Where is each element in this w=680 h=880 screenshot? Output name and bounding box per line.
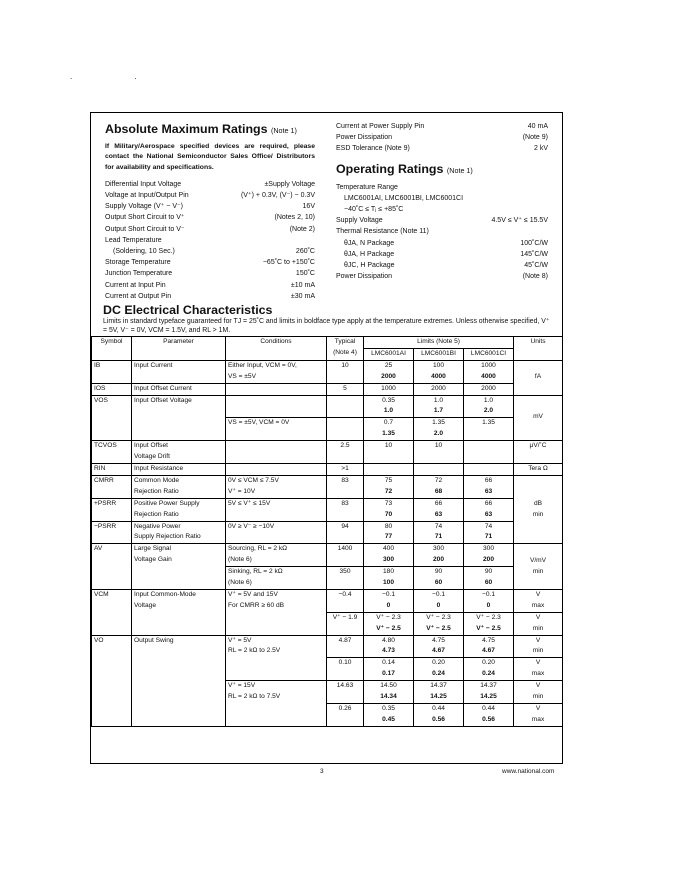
cell: V max xyxy=(514,658,563,681)
page-number: 3 xyxy=(320,768,324,775)
cell: Negative Power Supply Rejection Ratio xyxy=(132,521,226,544)
cell: V⁺ = 15V RL = 2 kΩ to 7.5V xyxy=(226,681,327,727)
cell: V⁺ − 2.3 V⁺ − 2.5 xyxy=(364,612,414,635)
cell: VO xyxy=(92,635,132,726)
cell: −0.1 0 xyxy=(414,589,464,612)
rating-row: Temperature Range xyxy=(336,183,398,191)
rating-row: Lead Temperature xyxy=(105,236,162,244)
cell: +PSRR xyxy=(92,498,132,521)
cell: VCM xyxy=(92,589,132,635)
header-limits: Limits (Note 5) xyxy=(364,337,514,349)
table-row xyxy=(92,383,563,395)
cell: CMRR xyxy=(92,475,132,498)
cell: Input Common-Mode Voltage xyxy=(132,589,226,635)
header-symbol: Symbol xyxy=(92,337,132,361)
cell: 1.0 1.7 xyxy=(414,395,464,418)
cell: 14.63 xyxy=(327,681,364,704)
cell: V⁺ = 5V RL = 2 kΩ to 2.5V xyxy=(226,635,327,681)
website-link[interactable]: www.national.com xyxy=(502,768,555,775)
cell xyxy=(226,383,327,395)
cell: Either Input, VCM = 0V, VS = ±5V xyxy=(226,360,327,383)
cell: Common Mode Rejection Ratio xyxy=(132,475,226,498)
cell: 4.80 4.73 xyxy=(364,635,414,658)
rating-row: Current at Power Supply Pin 40 mA xyxy=(336,123,548,130)
cell: 14.50 14.34 xyxy=(364,681,414,704)
cell: 72 68 xyxy=(414,475,464,498)
header-typical: Typical (Note 4) xyxy=(327,337,364,361)
cell: 4.75 4.67 xyxy=(414,635,464,658)
rating-row: ESD Tolerance (Note 9) 2 kV xyxy=(336,145,548,153)
table-row xyxy=(92,498,563,521)
cell: 14.37 14.25 xyxy=(464,681,514,704)
cell: TCVOS xyxy=(92,441,132,464)
cell: Positive Power Supply Rejection Ratio xyxy=(132,498,226,521)
cell: Input Resistance xyxy=(132,463,226,475)
cell: 1.35 xyxy=(464,418,514,441)
cell: 4.75 4.67 xyxy=(464,635,514,658)
military-warning: If Military/Aerospace specified devices are required, please contact the National Semiconductor Sales Office/ Distributors for availability and specifications. xyxy=(105,143,315,171)
rating-row: Current at Input Pin ±10 mA xyxy=(105,281,315,289)
rating-row: Voltage at Input/Output Pin (V⁺) + 0.3V, (V⁻) − 0.3V xyxy=(105,192,315,200)
rating-row: Storage Temperature −65˚C to +150˚C xyxy=(105,259,315,267)
cell xyxy=(414,463,464,475)
rating-row: Supply Voltage (V⁺ − V⁻) 16V xyxy=(105,203,315,211)
cell: AV xyxy=(92,544,132,590)
cell: 66 63 xyxy=(464,498,514,521)
cell: −0.1 0 xyxy=(464,589,514,612)
abs-max-title: Absolute Maximum Ratings (Note 1) xyxy=(105,122,297,136)
rating-row: Output Short Circuit to V⁻ (Note 2) xyxy=(105,225,315,233)
cell: V⁺ − 1.9 xyxy=(327,612,364,635)
cell: 0.35 1.0 xyxy=(364,395,414,418)
cell: 83 xyxy=(327,475,364,498)
cell: 74 71 xyxy=(414,521,464,544)
cell: 80 77 xyxy=(364,521,414,544)
cell: 94 xyxy=(327,521,364,544)
cell: VOS xyxy=(92,395,132,441)
header-bi: LMC6001BI xyxy=(414,348,464,360)
cell: 1.35 2.0 xyxy=(414,418,464,441)
table-row xyxy=(92,521,563,544)
header-parameter: Parameter xyxy=(132,337,226,361)
cell: 75 72 xyxy=(364,475,414,498)
cell: Input Current xyxy=(132,360,226,383)
rating-row: Current at Output Pin ±30 mA xyxy=(105,292,315,300)
rating-row: Differential Input Voltage ±Supply Voltage xyxy=(105,180,315,188)
cell: Input Offset Voltage Drift xyxy=(132,441,226,464)
cell: 1000 xyxy=(364,383,414,395)
cell: −0.1 0 xyxy=(364,589,414,612)
cell: V⁺ − 2.3 V⁺ − 2.5 xyxy=(464,612,514,635)
cell: 4.87 xyxy=(327,635,364,658)
cell: Output Swing xyxy=(132,635,226,726)
cell: 0V ≥ V⁻ ≥ −10V xyxy=(226,521,327,544)
cell: 10 xyxy=(414,441,464,464)
rating-row: Junction Temperature 150˚C xyxy=(105,270,315,278)
cell: 0V ≤ VCM ≤ 7.5V V⁺ = 10V xyxy=(226,475,327,498)
rating-row: (Soldering, 10 Sec.) 260˚C xyxy=(113,248,315,256)
abs-max-continued xyxy=(336,121,548,155)
cell: 66 63 xyxy=(414,498,464,521)
cell: 90 60 xyxy=(414,567,464,590)
table-row xyxy=(92,441,563,464)
op-ratings-title: Operating Ratings (Note 1) xyxy=(336,161,473,176)
rating-row: θJC, H Package 45˚C/W xyxy=(344,261,548,269)
cell: 10 xyxy=(327,360,364,383)
cell: V⁺ = 5V and 15V For CMRR ≥ 60 dB xyxy=(226,589,327,635)
table-row xyxy=(92,395,563,418)
cell: 0.20 0.24 xyxy=(464,658,514,681)
rating-row: Supply Voltage 4.5V ≤ V⁺ ≤ 15.5V xyxy=(336,217,548,225)
cell: 0.10 xyxy=(327,658,364,681)
table-row xyxy=(92,589,563,612)
cell: μV/˚C xyxy=(514,441,563,464)
cell: V min xyxy=(514,681,563,704)
cell xyxy=(464,463,514,475)
cell: mV xyxy=(514,395,563,441)
header-ai: LMC6001AI xyxy=(364,348,414,360)
cell: 0.26 xyxy=(327,704,364,727)
cell: 0.44 0.56 xyxy=(464,704,514,727)
cell: 2000 xyxy=(464,383,514,395)
table-header-row xyxy=(92,337,563,349)
cell: V max xyxy=(514,589,563,612)
cell: 400 300 xyxy=(364,544,414,567)
cell: fA xyxy=(514,360,563,395)
cell: 1.0 2.0 xyxy=(464,395,514,418)
cell: 100 4000 xyxy=(414,360,464,383)
cell: 90 60 xyxy=(464,567,514,590)
table-row xyxy=(92,360,563,383)
cell: V min xyxy=(514,635,563,658)
rating-row: Thermal Resistance (Note 11) xyxy=(336,228,429,236)
cell: 83 xyxy=(327,498,364,521)
cell: 2.5 xyxy=(327,441,364,464)
cell: RIN xyxy=(92,463,132,475)
rating-row: Power Dissipation (Note 8) xyxy=(336,273,548,281)
abs-max-list xyxy=(105,179,315,302)
cell xyxy=(226,463,327,475)
cell: 0.44 0.56 xyxy=(414,704,464,727)
dc-description: Limits in standard typeface guaranteed for TJ = 25˚C and limits in boldface type apply at the temperature extremes. Unless otherwise specified, V⁺ = 5V, V⁻ = 0V, VCM = 1.5V, and RL > 1M. xyxy=(103,318,550,334)
cell: 0.7 1.35 xyxy=(364,418,414,441)
cell: −0.4 xyxy=(327,589,364,612)
cell: 300 200 xyxy=(414,544,464,567)
cell xyxy=(464,441,514,464)
cell: V⁺ − 2.3 V⁺ − 2.5 xyxy=(414,612,464,635)
header-ci: LMC6001CI xyxy=(464,348,514,360)
table-row xyxy=(92,475,563,498)
cell: dB min xyxy=(514,475,563,543)
table-row xyxy=(92,635,563,658)
cell: >1 xyxy=(327,463,364,475)
abs-max-section xyxy=(105,121,315,302)
cell: 1000 4000 xyxy=(464,360,514,383)
cell: Sourcing, RL = 2 kΩ (Note 6) xyxy=(226,544,327,567)
dc-characteristics-table xyxy=(91,336,563,727)
cell: 5 xyxy=(327,383,364,395)
cell: Input Offset Voltage xyxy=(132,395,226,441)
rating-row: LMC6001AI, LMC6001BI, LMC6001CI xyxy=(344,194,464,202)
cell: V max xyxy=(514,704,563,727)
cell: IOS xyxy=(92,383,132,395)
rating-row: θJA, H Package 145˚C/W xyxy=(344,250,548,258)
cell: 1400 xyxy=(327,544,364,567)
cell: 10 xyxy=(364,441,414,464)
cell: 5V ≤ V⁺ ≤ 15V xyxy=(226,498,327,521)
cell xyxy=(364,463,414,475)
op-ratings-list xyxy=(336,182,548,283)
rating-row: Output Short Circuit to V⁺ (Notes 2, 10) xyxy=(105,214,315,222)
cell: 300 200 xyxy=(464,544,514,567)
header-units: Units xyxy=(514,337,563,361)
cell: 66 63 xyxy=(464,475,514,498)
cell: 2000 xyxy=(414,383,464,395)
right-column xyxy=(336,121,548,282)
rating-row: Power Dissipation (Note 9) xyxy=(336,134,548,142)
cell: V min xyxy=(514,612,563,635)
cell: 74 71 xyxy=(464,521,514,544)
page-marks: . . xyxy=(70,72,167,81)
table-row xyxy=(92,463,563,475)
cell: 14.37 14.25 xyxy=(414,681,464,704)
cell: 180 100 xyxy=(364,567,414,590)
header-conditions: Conditions xyxy=(226,337,327,361)
cell xyxy=(226,441,327,464)
table-row xyxy=(92,544,563,567)
cell xyxy=(327,395,364,418)
cell xyxy=(226,395,327,418)
content-frame xyxy=(90,112,563,764)
cell: 0.35 0.45 xyxy=(364,704,414,727)
cell: 73 70 xyxy=(364,498,414,521)
cell: 350 xyxy=(327,567,364,590)
cell: Tera Ω xyxy=(514,463,563,475)
cell: VS = ±5V, VCM = 0V xyxy=(226,418,327,441)
cell: 0.14 0.17 xyxy=(364,658,414,681)
cell: IB xyxy=(92,360,132,383)
rating-row: θJA, N Package 100˚C/W xyxy=(344,239,548,247)
cell: Large Signal Voltage Gain xyxy=(132,544,226,590)
cell: Input Offset Current xyxy=(132,383,226,395)
rating-row: −40˚C ≤ Tⱼ ≤ +85˚C xyxy=(344,205,404,213)
dc-title: DC Electrical Characteristics xyxy=(103,303,273,317)
cell: V/mV min xyxy=(514,544,563,590)
cell xyxy=(327,418,364,441)
cell: 25 2000 xyxy=(364,360,414,383)
cell: Sinking, RL = 2 kΩ (Note 6) xyxy=(226,567,327,590)
cell: 0.20 0.24 xyxy=(414,658,464,681)
cell: −PSRR xyxy=(92,521,132,544)
